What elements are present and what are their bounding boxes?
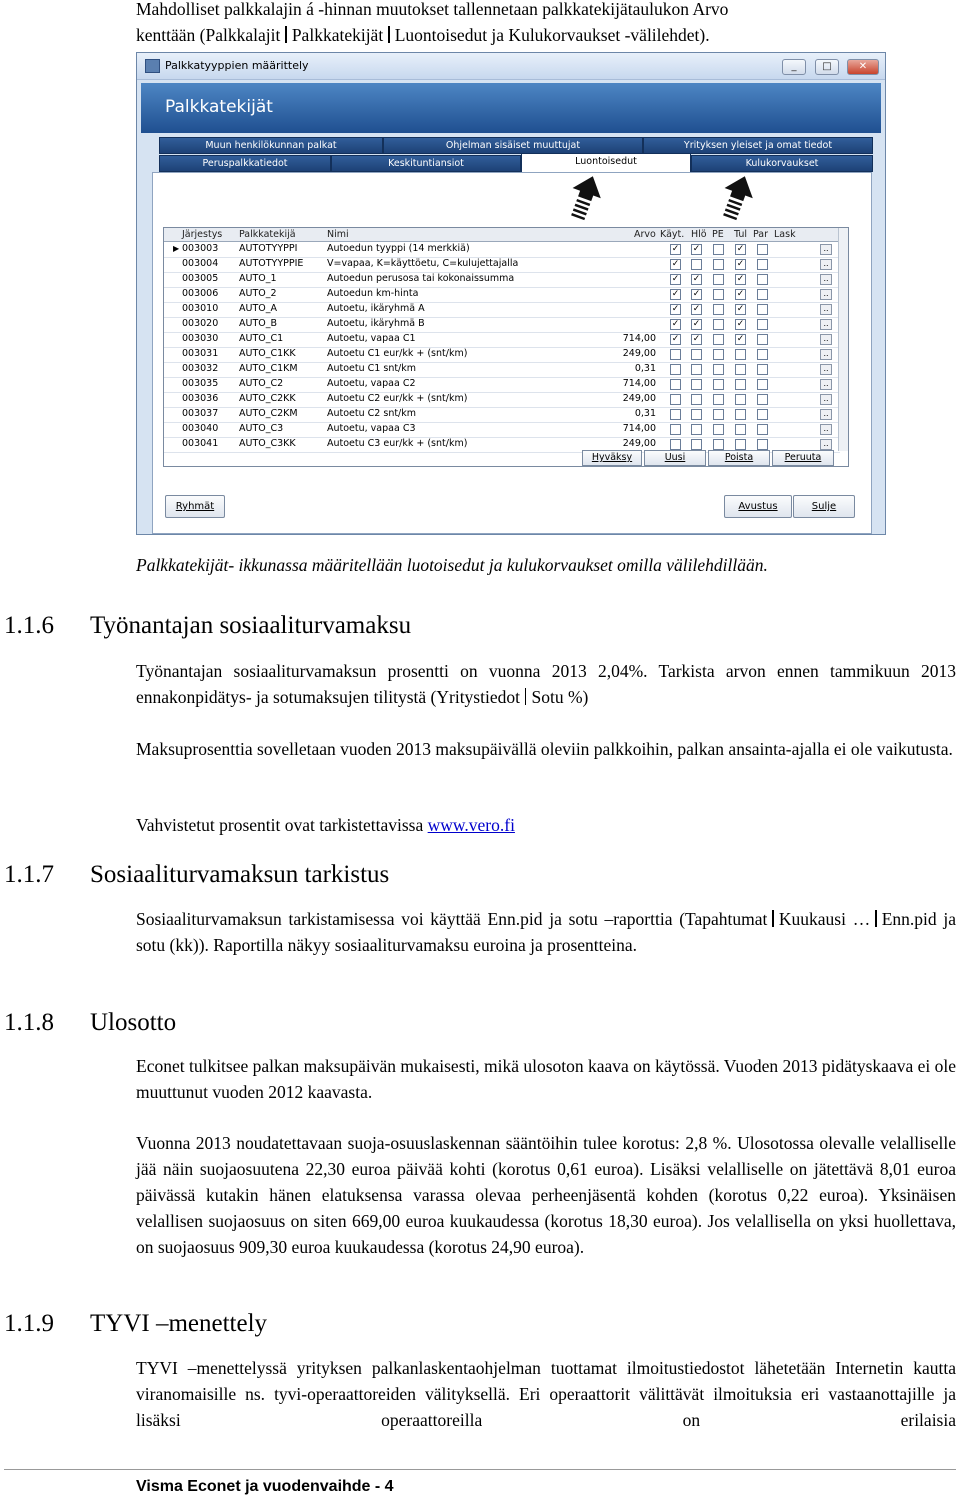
row-checkbox[interactable] bbox=[757, 379, 768, 390]
row-checkbox[interactable]: ✓ bbox=[692, 274, 701, 284]
row-ellipsis-button[interactable]: .. bbox=[820, 364, 832, 375]
row-ellipsis-button[interactable]: .. bbox=[820, 409, 832, 420]
col-nimi[interactable]: Nimi bbox=[327, 229, 349, 240]
col-kayt[interactable]: Käyt. bbox=[660, 229, 685, 240]
row-checkbox[interactable] bbox=[757, 289, 768, 300]
table-row[interactable] bbox=[164, 242, 840, 258]
row-checkbox[interactable] bbox=[757, 364, 768, 375]
row-checkbox[interactable] bbox=[691, 364, 702, 375]
section-title: Ulosotto bbox=[90, 1009, 177, 1036]
row-checkbox[interactable]: ✓ bbox=[671, 274, 680, 284]
row-checkbox[interactable] bbox=[713, 274, 724, 285]
s117-p1-text-b: Kuukausi … bbox=[778, 909, 871, 929]
peruuta-button[interactable]: Peruuta bbox=[772, 450, 834, 466]
col-hlo[interactable]: Hlö bbox=[691, 229, 707, 240]
row-checkbox[interactable]: ✓ bbox=[736, 274, 745, 284]
cell-value: 249,00 bbox=[622, 438, 656, 449]
row-ellipsis-button[interactable]: .. bbox=[820, 244, 832, 255]
s116-p1-text: Työnantajan sosiaaliturvamaksun prosentti on vuonna 2013 2,04%. Tarkista arvon ennen tammikuun 2013 ennakonpidätys- ja sotumaksujen tilitystä (Yritystiedot bbox=[136, 661, 956, 707]
cell-code: AUTO_C3 bbox=[239, 423, 284, 434]
intro-line-2b: Palkkatekijät bbox=[291, 25, 384, 45]
row-checkbox[interactable]: ✓ bbox=[671, 334, 680, 344]
cell-code: AUTOTYYPPIE bbox=[239, 258, 304, 269]
row-checkbox[interactable] bbox=[757, 244, 768, 255]
figure-caption: Palkkatekijät- ikkunassa määritellään luotoisedut ja kulukorvaukset omilla välilehdillään. bbox=[136, 555, 768, 575]
close-button[interactable]: ✕ bbox=[847, 59, 879, 75]
cell-code: AUTO_C1KM bbox=[239, 363, 298, 374]
window-title: Palkkatyyppien määrittely bbox=[165, 59, 309, 72]
s118-paragraph-1: Econet tulkitsee palkan maksupäivän mukaisesti, mikä ulosoton kaava on käytössä. Vuoden 2013 pidätyskaava ei ole muuttunut vuoden 2012 kaavasta. bbox=[136, 1056, 956, 1102]
intro-line-2c: Luontoisedut ja Kulukorvaukset -välilehdet). bbox=[394, 25, 710, 45]
window-banner bbox=[141, 83, 881, 133]
row-checkbox[interactable]: ✓ bbox=[692, 289, 701, 299]
s116-p1-path: Sotu %) bbox=[531, 687, 589, 707]
data-grid bbox=[163, 227, 849, 467]
row-checkbox[interactable]: ✓ bbox=[671, 319, 680, 329]
row-checkbox[interactable] bbox=[735, 349, 746, 360]
cell-name: Autoetu, vapaa C3 bbox=[327, 423, 416, 434]
row-checkbox[interactable] bbox=[691, 439, 702, 450]
cell-value: 0,31 bbox=[634, 408, 656, 419]
row-checkbox[interactable] bbox=[713, 364, 724, 375]
tab-keskituntiansiot[interactable]: Keskituntiansiot bbox=[331, 155, 521, 172]
avustus-button[interactable]: Avustus bbox=[724, 495, 792, 518]
row-checkbox[interactable] bbox=[670, 439, 681, 450]
col-par[interactable]: Par bbox=[753, 229, 769, 240]
cell-order: 003037 bbox=[182, 408, 219, 419]
section-heading-118 bbox=[4, 1009, 176, 1037]
intro-line-1: Mahdolliset palkkalajin á -hinnan muutokset tallennetaan palkkatekijätaulukon Arvo bbox=[136, 0, 729, 19]
table-row[interactable] bbox=[164, 257, 840, 273]
section-number: 1.1.9 bbox=[4, 1310, 54, 1337]
vero-link[interactable]: www.vero.fi bbox=[427, 815, 515, 835]
row-checkbox[interactable] bbox=[691, 379, 702, 390]
row-ellipsis-button[interactable]: .. bbox=[820, 274, 832, 285]
row-checkbox[interactable]: ✓ bbox=[671, 289, 680, 299]
row-checkbox[interactable] bbox=[757, 349, 768, 360]
table-row[interactable] bbox=[164, 362, 840, 378]
cell-order: 003041 bbox=[182, 438, 219, 449]
tab-luontoisedut[interactable]: Luontoisedut bbox=[521, 153, 691, 173]
cell-order: 003032 bbox=[182, 363, 219, 374]
cell-name: V=vapaa, K=käyttöetu, C=kulujettajalla bbox=[327, 258, 519, 269]
s118-paragraph-2: Vuonna 2013 noudatettavaan suoja-osuuslaskennan sääntöihin tulee korotus: 2,8 %. Ulosotossa olevalle velalliselle jää näin suojaosuutena 22,30 euroa päivää kohti (korotus 0,61 euroa). Lisäksi velalliselle on jätettävä 8,01 euroa päivässä kutakin hänen elatuksensa varassa olevaa perheenjäsentä kohden (korotus 0,22 euroa). Yksinäisen velallisen suojaosuus on siten 669,00 euroa kuukaudessa (korotus 18,30 euroa). Jos velallisella on yksi huollettava, on suojaosuus 909,30 euroa kuukaudessa (korotus 24,90 euroa). bbox=[136, 1133, 956, 1257]
row-checkbox[interactable] bbox=[713, 379, 724, 390]
cell-name: Autoedun perusosa tai kokonaissumma bbox=[327, 273, 515, 284]
uusi-button[interactable]: Uusi bbox=[644, 450, 706, 466]
s116-paragraph-2: Maksuprosenttia sovelletaan vuoden 2013 maksupäivällä oleviin palkkoihin, palkan ansainta-ajalla ei ole vaikutusta. bbox=[136, 739, 953, 759]
table-row[interactable] bbox=[164, 272, 840, 288]
s116-p3-text: Vahvistetut prosentit ovat tarkistettavissa bbox=[136, 815, 424, 835]
row-checkbox[interactable] bbox=[713, 439, 724, 450]
section-heading-119 bbox=[4, 1310, 267, 1338]
ryhmat-button[interactable]: Ryhmät bbox=[165, 495, 225, 518]
col-arvo[interactable]: Arvo bbox=[634, 229, 656, 240]
cell-order: 003035 bbox=[182, 378, 219, 389]
section-heading-117 bbox=[4, 861, 389, 889]
screenshot-window bbox=[136, 52, 886, 535]
row-checkbox[interactable]: ✓ bbox=[692, 244, 701, 254]
cell-order: 003006 bbox=[182, 288, 219, 299]
section-title: Sosiaaliturvamaksun tarkistus bbox=[90, 861, 390, 888]
row-checkbox[interactable] bbox=[713, 334, 724, 345]
table-row[interactable] bbox=[164, 377, 840, 393]
minimize-button[interactable]: _ bbox=[782, 59, 806, 75]
cell-order: 003010 bbox=[182, 303, 219, 314]
row-checkbox[interactable] bbox=[713, 349, 724, 360]
banner-title: Palkkatekijät bbox=[165, 97, 273, 117]
arrow-up-icon bbox=[723, 175, 753, 221]
row-checkbox[interactable] bbox=[735, 394, 746, 405]
row-checkbox[interactable]: ✓ bbox=[736, 244, 745, 254]
row-checkbox[interactable] bbox=[670, 424, 681, 435]
cell-order: 003031 bbox=[182, 348, 219, 359]
cell-code: AUTO_C2KK bbox=[239, 393, 296, 404]
row-checkbox[interactable]: ✓ bbox=[671, 304, 680, 314]
cell-name: Autoetu, ikäryhmä A bbox=[327, 303, 425, 314]
row-ellipsis-button[interactable]: .. bbox=[820, 349, 832, 360]
cell-order: 003003 bbox=[182, 243, 219, 254]
cell-code: AUTOTYYPPI bbox=[239, 243, 298, 254]
path-separator bbox=[388, 26, 390, 43]
row-checkbox[interactable] bbox=[713, 304, 724, 315]
section-number: 1.1.7 bbox=[4, 861, 54, 888]
poista-button[interactable]: Poista bbox=[708, 450, 770, 466]
row-checkbox[interactable] bbox=[757, 409, 768, 420]
tab-ohjelman-sisaiset-muuttujat[interactable]: Ohjelman sisäiset muuttujat bbox=[383, 137, 643, 154]
intro-line-2a: kenttään (Palkkalajit bbox=[136, 25, 281, 45]
tab-panel bbox=[152, 172, 872, 534]
row-checkbox[interactable] bbox=[735, 379, 746, 390]
cell-order: 003030 bbox=[182, 333, 219, 344]
cell-code: AUTO_C3KK bbox=[239, 438, 296, 449]
cell-order: 003005 bbox=[182, 273, 219, 284]
cell-name: Autoetu, ikäryhmä B bbox=[327, 318, 425, 329]
row-checkbox[interactable] bbox=[713, 394, 724, 405]
section-number: 1.1.6 bbox=[4, 612, 54, 639]
row-checkbox[interactable]: ✓ bbox=[671, 259, 680, 269]
footer-divider bbox=[4, 1469, 956, 1470]
row-ellipsis-button[interactable]: .. bbox=[820, 394, 832, 405]
row-checkbox[interactable] bbox=[757, 394, 768, 405]
maximize-button[interactable]: □ bbox=[815, 59, 839, 75]
tab-bar bbox=[159, 137, 871, 173]
row-checkbox[interactable] bbox=[713, 289, 724, 300]
row-checkbox[interactable] bbox=[757, 439, 768, 450]
row-checkbox[interactable] bbox=[757, 334, 768, 345]
col-tul[interactable]: Tul bbox=[734, 229, 748, 240]
cell-code: AUTO_B bbox=[239, 318, 277, 329]
cell-value: 0,31 bbox=[634, 363, 656, 374]
cell-name: Autoetu C1 snt/km bbox=[327, 363, 417, 374]
row-checkbox[interactable] bbox=[713, 244, 724, 255]
row-checkbox[interactable] bbox=[670, 394, 681, 405]
tab-muun-henkilokunnan-palkat[interactable]: Muun henkilökunnan palkat bbox=[159, 137, 383, 154]
cell-value: 714,00 bbox=[622, 378, 656, 389]
section-number: 1.1.8 bbox=[4, 1009, 54, 1036]
cell-order: 003036 bbox=[182, 393, 219, 404]
row-ellipsis-button[interactable]: .. bbox=[820, 439, 832, 450]
cell-code: AUTO_A bbox=[239, 303, 277, 314]
row-checkbox[interactable] bbox=[691, 424, 702, 435]
row-checkbox[interactable] bbox=[691, 394, 702, 405]
row-ellipsis-button[interactable]: .. bbox=[820, 424, 832, 435]
path-separator bbox=[772, 910, 774, 927]
cell-code: AUTO_1 bbox=[239, 273, 277, 284]
row-checkbox[interactable] bbox=[670, 379, 681, 390]
row-ellipsis-button[interactable]: .. bbox=[820, 259, 832, 270]
s117-paragraph-1 bbox=[136, 906, 956, 958]
row-checkbox[interactable]: ✓ bbox=[736, 259, 745, 269]
row-checkbox[interactable] bbox=[670, 364, 681, 375]
page-footer: Visma Econet ja vuodenvaihde - 4 bbox=[136, 1478, 394, 1495]
section-title: TYVI –menettely bbox=[90, 1310, 268, 1337]
row-checkbox[interactable]: ✓ bbox=[692, 319, 701, 329]
row-checkbox[interactable] bbox=[713, 319, 724, 330]
row-checkbox[interactable]: ✓ bbox=[692, 304, 701, 314]
s116-paragraph-1 bbox=[136, 658, 956, 710]
row-checkbox[interactable] bbox=[691, 409, 702, 420]
row-ellipsis-button[interactable]: .. bbox=[820, 304, 832, 315]
row-ellipsis-button[interactable]: .. bbox=[820, 379, 832, 390]
s116-paragraph-3 bbox=[136, 812, 956, 838]
table-row[interactable] bbox=[164, 332, 840, 348]
table-row[interactable] bbox=[164, 422, 840, 438]
col-jarjestys[interactable]: Järjestys bbox=[182, 229, 223, 240]
row-checkbox[interactable] bbox=[670, 349, 681, 360]
cell-code: AUTO_C2KM bbox=[239, 408, 298, 419]
section-title: Työnantajan sosiaaliturvamaksu bbox=[90, 612, 412, 639]
row-checkbox[interactable] bbox=[757, 259, 768, 270]
row-checkbox[interactable] bbox=[713, 424, 724, 435]
cell-value: 714,00 bbox=[622, 333, 656, 344]
row-checkbox[interactable]: ✓ bbox=[671, 244, 680, 254]
row-checkbox[interactable] bbox=[691, 259, 702, 270]
cell-order: 003020 bbox=[182, 318, 219, 329]
window-titlebar bbox=[137, 53, 885, 80]
row-checkbox[interactable] bbox=[735, 409, 746, 420]
s119-paragraph-1: TYVI –menettelyssä yrityksen palkanlaskentaohjelman tuottamat ilmoitustiedostot lähetetään Internetin kautta viranomaisille ns. tyvi-operaattoreiden välityksellä. Eri operaattorit välittävät ilmoituksia eri vastaanottajille ja lisäksi operaattoreilla on erilaisia bbox=[136, 1358, 956, 1430]
row-checkbox[interactable] bbox=[713, 259, 724, 270]
tab-yrityksen-yleiset[interactable]: Yrityksen yleiset ja omat tiedot bbox=[643, 137, 873, 154]
col-lask[interactable]: Lask bbox=[774, 229, 796, 240]
cell-name: Autoetu C3 eur/kk + (snt/km) bbox=[327, 438, 468, 449]
cell-name: Autoedun km-hinta bbox=[327, 288, 419, 299]
cell-code: AUTO_2 bbox=[239, 288, 277, 299]
tab-peruspalkkatiedot[interactable]: Peruspalkkatiedot bbox=[159, 155, 331, 172]
row-ellipsis-button[interactable]: .. bbox=[820, 319, 832, 330]
table-row[interactable] bbox=[164, 392, 840, 408]
grid-scrollbar[interactable] bbox=[838, 228, 848, 451]
s117-p1-text-a: Sosiaaliturvamaksun tarkistamisessa voi käyttää Enn.pid ja sotu –raporttia (Tapahtumat bbox=[136, 909, 768, 929]
arrow-up-icon bbox=[571, 175, 601, 221]
tab-kulukorvaukset[interactable]: Kulukorvaukset bbox=[691, 155, 873, 172]
row-checkbox[interactable]: ✓ bbox=[736, 319, 745, 329]
cell-value: 714,00 bbox=[622, 423, 656, 434]
grid-header bbox=[164, 228, 848, 242]
table-row[interactable] bbox=[164, 407, 840, 423]
path-separator bbox=[875, 910, 877, 927]
table-row[interactable] bbox=[164, 347, 840, 363]
section-heading-116 bbox=[4, 612, 411, 640]
table-row[interactable] bbox=[164, 317, 840, 333]
cell-name: Autoetu C2 snt/km bbox=[327, 408, 417, 419]
cell-code: AUTO_C1 bbox=[239, 333, 284, 344]
row-checkbox[interactable]: ✓ bbox=[736, 334, 745, 344]
cell-name: Autoedun tyyppi (14 merkkiä) bbox=[327, 243, 470, 254]
cell-order: 003040 bbox=[182, 423, 219, 434]
row-checkbox[interactable] bbox=[735, 364, 746, 375]
row-checkbox[interactable] bbox=[757, 304, 768, 315]
cell-order: 003004 bbox=[182, 258, 219, 269]
row-checkbox[interactable]: ✓ bbox=[692, 334, 701, 344]
hyvaksy-button[interactable]: Hyväksy bbox=[582, 450, 642, 466]
row-checkbox[interactable]: ✓ bbox=[736, 304, 745, 314]
cell-value: 249,00 bbox=[622, 393, 656, 404]
cell-value: 249,00 bbox=[622, 348, 656, 359]
sulje-button[interactable]: Sulje bbox=[793, 495, 855, 518]
col-pe[interactable]: PE bbox=[712, 229, 724, 240]
cell-code: AUTO_C1KK bbox=[239, 348, 296, 359]
cell-name: Autoetu C1 eur/kk + (snt/km) bbox=[327, 348, 468, 359]
row-selector-icon: ▶ bbox=[173, 244, 180, 253]
row-checkbox[interactable]: ✓ bbox=[736, 289, 745, 299]
row-checkbox[interactable] bbox=[757, 424, 768, 435]
row-ellipsis-button[interactable]: .. bbox=[820, 334, 832, 345]
row-ellipsis-button[interactable]: .. bbox=[820, 289, 832, 300]
row-checkbox[interactable] bbox=[670, 409, 681, 420]
cell-name: Autoetu, vapaa C2 bbox=[327, 378, 416, 389]
cell-code: AUTO_C2 bbox=[239, 378, 284, 389]
app-icon bbox=[145, 59, 160, 73]
row-checkbox[interactable] bbox=[713, 409, 724, 420]
row-checkbox[interactable] bbox=[757, 319, 768, 330]
row-checkbox[interactable] bbox=[757, 274, 768, 285]
col-palkkatekija[interactable]: Palkkatekijä bbox=[239, 229, 296, 240]
intro-paragraph bbox=[136, 0, 956, 48]
cell-name: Autoetu C2 eur/kk + (snt/km) bbox=[327, 393, 468, 404]
row-checkbox[interactable] bbox=[691, 349, 702, 360]
path-separator bbox=[285, 26, 287, 43]
path-separator bbox=[525, 688, 527, 705]
table-row[interactable] bbox=[164, 287, 840, 303]
cell-name: Autoetu, vapaa C1 bbox=[327, 333, 416, 344]
row-checkbox[interactable] bbox=[735, 424, 746, 435]
table-row[interactable] bbox=[164, 302, 840, 318]
row-checkbox[interactable] bbox=[735, 439, 746, 450]
s117-p1-text-c: Enn.pid ja sotu (kk)). Raportilla näkyy sosiaaliturvamaksu euroina ja prosentteina. bbox=[136, 909, 957, 955]
